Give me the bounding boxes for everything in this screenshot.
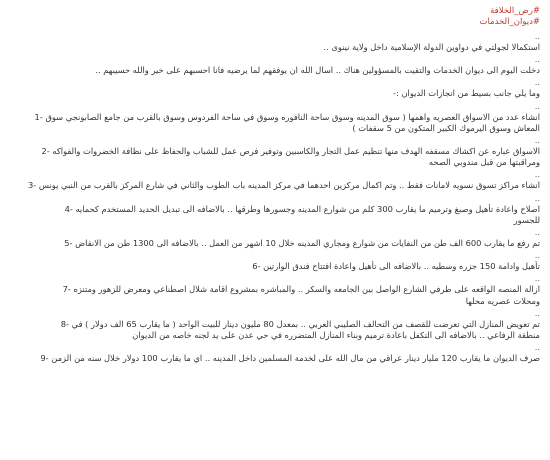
post-line: دخلت اليوم الى ديوان الخدمات والتقيت بالمسؤولين هناك .. اسال الله ان يوفقهم لما يرضيه فانا احسبهم على خير والله حسيبهم .. (95, 65, 540, 76)
post-line: استكمالا لجولتي في دواوين الدولة الإسلامية داخل ولاية نينوى .. (323, 42, 540, 52)
post-body (10, 30, 540, 364)
post-paragraph (10, 65, 540, 76)
hashtag-link[interactable]: #ديوان_الخدمات (479, 17, 540, 27)
post-line: للجسور (513, 214, 540, 225)
separator-dots: .. (534, 227, 540, 238)
post-line: انشاء عدد من الاسواق العصريه واهمها ( سوق المدينه وسوق ساحة النافوره وسوق في ساحة الفردوس وسوق بالقرب من جامع الصابونجي سوق -1 (34, 111, 540, 122)
post-line: اصلاح واعادة تأهيل وصبغ وترميم ما يقارب 300 كلم من شوارع المدينه وجسورها وطرقها .. بالاضافه الى تبديل الحديد المستخدم كحمايه -4 (64, 203, 540, 214)
post-line: الاسواق عباره عن اكشاك مسقفه الهدف منها تنظيم عمل التجار والكاسبين وتوفير فرص عمل للشباب والحفاظ على نظافة الخضروات والفواكه -2 (41, 146, 540, 157)
post-paragraph (10, 180, 540, 191)
separator-dots: .. (534, 77, 540, 88)
separator-dots: .. (534, 54, 540, 65)
separator-dots: .. (534, 192, 540, 203)
separator-dots: .. (534, 273, 540, 284)
post-paragraph (10, 146, 540, 168)
post-line: ومحلات عصريه محلها (465, 295, 540, 306)
post-line: تأهيل وادامة 150 جزره وسطيه .. بالاضافه الى تأهيل واعادة افتتاح فندق الوارتين -6 (252, 261, 540, 272)
post-paragraph (10, 319, 540, 341)
separator-dots: .. (534, 100, 540, 111)
separator-dots: .. (534, 135, 540, 146)
post-paragraph (10, 284, 540, 306)
post-line: المعاش وسوق اليرموك الكبير المتكون من 5 سقفات ) (352, 122, 540, 133)
post-paragraph (10, 204, 540, 226)
separator-dots: .. (534, 342, 540, 353)
post-paragraph (10, 88, 540, 99)
post-line: تم تعويض المنازل التي تعرضت للقصف من التحالف الصليبي العربي .. بمعدل 80 مليون دينار للبيت الواحد ( ما يقارب 65 الف دولار ) في -8 (60, 318, 540, 329)
post-paragraph (10, 112, 540, 134)
separator-dots: .. (534, 169, 540, 180)
post-line: تم رفع ما يقارب 600 الف طن من النفايات من شوارع ومجاري المدينه خلال 10 اشهر من العمل .. بالاضافه الى 1300 طن من الانقاض -5 (64, 238, 540, 249)
post-paragraph (10, 238, 540, 249)
post-line: وما يلي جانب بسيط من انجازات الديوان :- (393, 88, 540, 99)
post-paragraph (10, 42, 540, 53)
separator-dots: .. (534, 307, 540, 318)
separator-dots: .. (534, 250, 540, 261)
post-line: منطقة الرفاعي .. بالاضافه الى التكفل باعادة ترميم وبناء المنازل المتضرره في حي عدن على يد لجنه خاصه من الديوان (132, 330, 540, 341)
post-paragraph (10, 353, 540, 364)
post-line: ازالة المنصه الواقعه على طرفي الشارع الواصل بين الجامعه والسكر .. والمباشره بمشروع اقامة شلال اصطناعي ومعرض للزهور ومتنزه -7 (62, 284, 540, 295)
post-line: ومراقبتها من قبل مندوبي الصحه (428, 157, 540, 168)
hashtag-link[interactable]: #رض_الخلافة (490, 6, 540, 16)
post-paragraph (10, 261, 540, 272)
post-line: صرف الديوان ما يقارب 120 مليار دينار عراقي من مال الله على لخدمة المسلمين داخل المدينه .. اي ما يقارب 100 دولار خلال سنه من الزمن -9 (40, 353, 540, 364)
post-line: انشاء مراكز تسوق نسويه لامانات فقط .. وتم اكمال مركزين احدهما في مركز المدينه باب الطوب والثاني في شارع المركز بالقرب من النبي يونس -3 (28, 180, 540, 191)
separator-dots: .. (534, 31, 540, 41)
hashtag-list (10, 6, 540, 28)
